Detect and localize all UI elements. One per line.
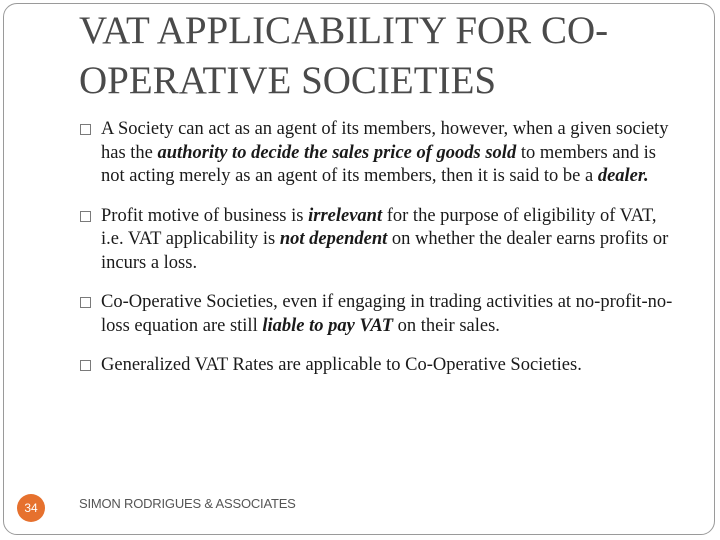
bullet-text: on whether the dealer earns profits or incurs a loss. [101,229,669,273]
bullet-emphasis: authority to decide the sales price of goods sold [157,142,517,163]
slide-title: VAT APPLICABILITY FOR CO-OPERATIVE SOCIETIES [79,9,609,102]
bullet-item-co-operative-liability [80,291,680,338]
bullet-text: Profit motive of business is [101,205,309,226]
checkbox-icon [80,360,91,371]
bullet-emphasis: dealer. [597,166,649,186]
bullet-text: A Society can act as an agent of its members, however, when a given society has the [101,119,669,163]
checkbox-icon [80,297,91,308]
checkbox-icon [80,211,91,222]
bullet-item-generalized-rates [80,354,680,378]
bullet-emphasis: irrelevant [308,205,383,226]
bullet-text: on their sales. [393,315,500,336]
page-number-badge: 34 [17,494,45,522]
bullet-text: Generalized VAT Rates are applicable to Co-Operative Societies. [101,355,582,375]
bullet-list [80,118,680,378]
checkbox-icon [80,124,91,135]
bullet-emphasis: not dependent [279,229,388,249]
bullet-text: to members and is not acting merely as an agent of its members, then it is said to be a [101,142,656,186]
footer-text: SIMON RODRIGUES & ASSOCIATES [79,496,296,511]
bullet-item-profit-motive [80,205,680,276]
bullet-text: Co-Operative Societies, even if engaging in trading activities at no-profit-no-loss equation are still [101,292,673,336]
bullet-emphasis: liable to pay VAT [262,315,394,336]
bullet-item-agent [80,118,680,189]
bullet-text: for the purpose of eligibility of VAT, i.e. VAT applicability is [101,205,657,249]
